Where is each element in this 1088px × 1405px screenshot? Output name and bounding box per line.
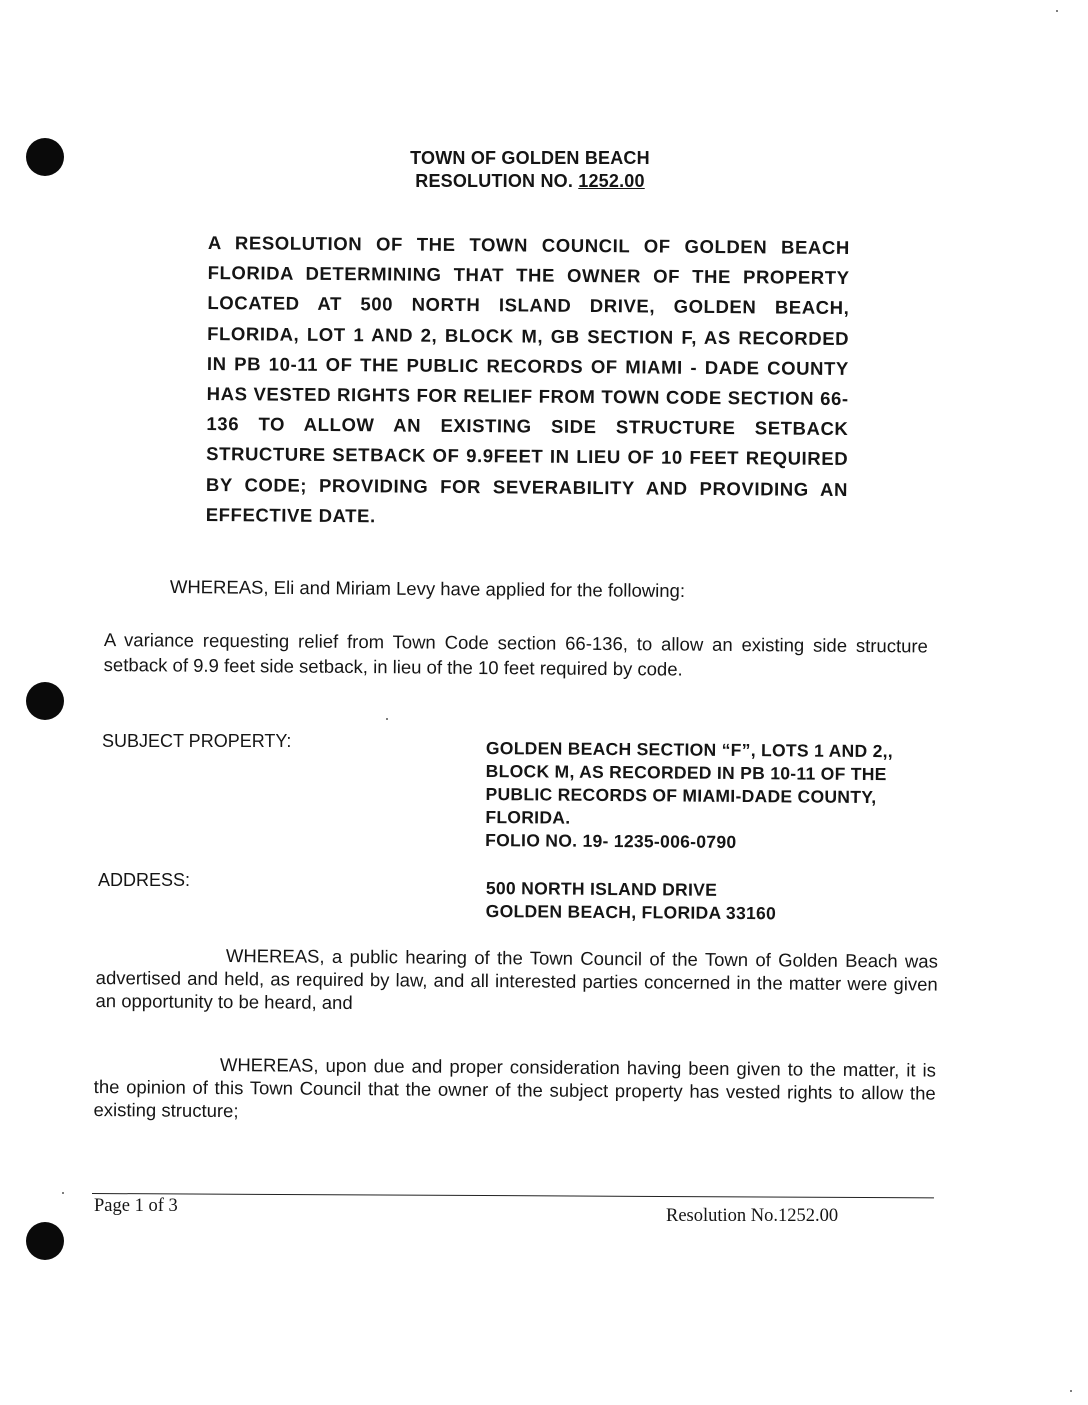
subject-property-line: PUBLIC RECORDS OF MIAMI-DADE COUNTY, — [485, 783, 877, 808]
punch-hole-middle — [26, 682, 64, 720]
address-line: GOLDEN BEACH, FLORIDA 33160 — [485, 900, 777, 924]
subject-property-line: FLORIDA. — [485, 806, 571, 828]
subject-property-line: BLOCK M, AS RECORDED IN PB 10-11 OF THE — [485, 760, 887, 785]
town-title: TOWN OF GOLDEN BEACH — [410, 148, 650, 168]
variance-request: A variance requesting relief from Town Code section 66-136, to allow an existing side structure setback of 9.9 feet side setback, in lieu of the 10 feet required by code. — [103, 628, 928, 680]
footer-resolution-number: Resolution No.1252.00 — [666, 1206, 839, 1226]
scan-speck — [62, 1192, 64, 1194]
subject-property-label: SUBJECT PROPERTY: — [102, 731, 292, 751]
address-line: 500 NORTH ISLAND DRIVE — [485, 877, 718, 900]
address-label: ADDRESS: — [98, 870, 191, 890]
resolution-title — [300, 171, 760, 192]
whereas-hearing: WHEREAS, a public hearing of the Town Council of the Town of Golden Beach was advertised and held, as required by law, and all interested parties concerned in the matter were given an opportunity to be heard, and — [95, 945, 938, 1014]
address-value — [486, 877, 942, 927]
whereas-consideration: WHEREAS, upon due and proper consideration having been given to the matter, it is the opinion of this Town Council that the owner of the subject property has vested rights to allow the existing structure; — [93, 1053, 936, 1122]
resolution-number: 1252.00 — [578, 171, 645, 191]
whereas-applicants: WHEREAS, Eli and Miriam Levy have applied for the following: — [169, 575, 686, 602]
resolution-prefix: RESOLUTION NO. — [415, 171, 579, 191]
punch-hole-top — [26, 138, 64, 176]
folio-number: FOLIO NO. 19- 1235-006-0790 — [485, 829, 737, 852]
scan-speck — [1070, 1390, 1072, 1392]
subject-property-line: GOLDEN BEACH SECTION “F”, LOTS 1 AND 2,, — [485, 737, 894, 762]
scan-speck — [1056, 10, 1058, 12]
scan-speck — [386, 718, 388, 720]
page-number: Page 1 of 3 — [94, 1196, 178, 1216]
punch-hole-bottom — [26, 1222, 64, 1260]
subject-property-value — [485, 737, 942, 856]
footer-rule — [92, 1193, 934, 1198]
resolution-summary: A RESOLUTION OF THE TOWN COUNCIL OF GOLDEN BEACH FLORIDA DETERMINING THAT THE OWNER OF THE PROPERTY LOCATED AT 500 NORTH ISLAND DRIVE, GOLDEN BEACH, FLORIDA, LOT 1 AND 2, BLOCK M, GB SECTION F, AS RECORDED IN PB 10-11 OF THE PUBLIC RECORDS OF MIAMI - DADE COUNTY HAS VESTED RIGHTS FOR RELIEF FROM TOWN CODE SECTION 66-136 TO ALLOW AN EXISTING SIDE STRUCTURE SETBACK STRUCTURE SETBACK OF 9.9FEET IN LIEU OF 10 FEET REQUIRED BY CODE; PROVIDING FOR SEVERABILITY AND PROVIDING AN EFFECTIVE DATE. — [205, 231, 850, 527]
